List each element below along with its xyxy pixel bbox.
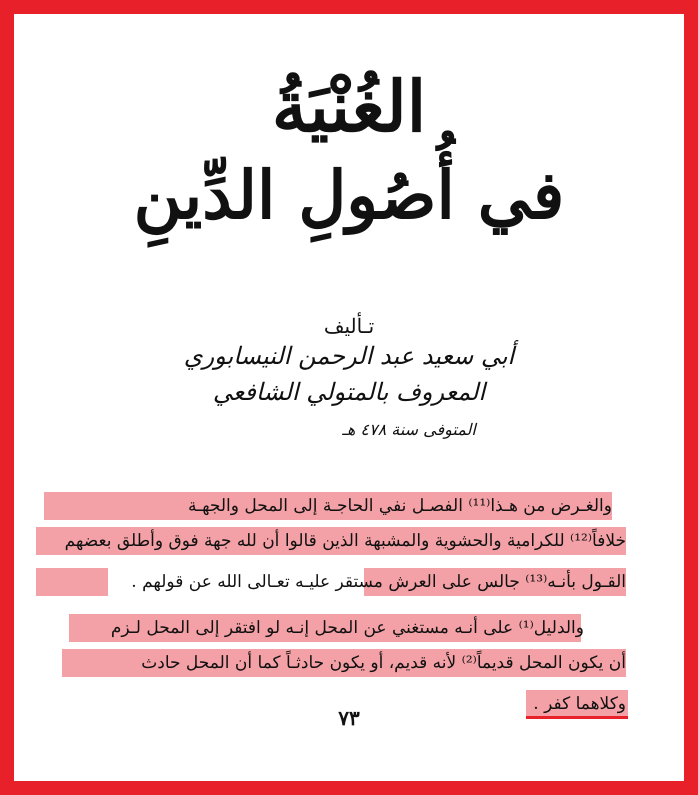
body-line-5: أن يكون المحل قديماً⁽²⁾ لأنه قديم، أو يكون حادثـاً كما أن المحل حادث (141, 653, 626, 673)
body-line-4: والدليل⁽¹⁾ على أنـه مستغني عن المحل إنـه لو افتقر إلى المحل لـزم (110, 618, 584, 638)
book-page (14, 14, 684, 781)
body-line-2: خلافاً⁽¹²⁾ للكرامية والحشوية والمشبهة الذين قالوا أن لله جهة فوق وأطلق بعضهم (64, 531, 626, 551)
author-label: تـأليف (323, 314, 375, 338)
author-known-as: المعروف بالمتولي الشافعي (212, 378, 486, 406)
body-line-6: وكلاهما كفر . (533, 694, 626, 714)
book-title-line2: في أُصُولِ الدِّينِ (133, 156, 565, 234)
page-number: ٧٣ (338, 706, 360, 730)
body-line-3: القـول بأنـه⁽¹³⁾ جالس على العرش مستقر عليـه تعـالى الله عن قولهم . (131, 572, 626, 592)
author-death-year: المتوفى سنة ٤٧٨ هـ (342, 420, 476, 439)
author-name: أبي سعيد عبد الرحمن النيسابوري (183, 342, 515, 370)
book-title-line1: الغُنْيَةُ (271, 65, 427, 148)
highlight-line3b (36, 568, 108, 596)
body-line-1: والغـرض من هـذا⁽¹¹⁾ الفصـل نفي الحاجـة إلى المحل والجهـة (187, 496, 612, 516)
